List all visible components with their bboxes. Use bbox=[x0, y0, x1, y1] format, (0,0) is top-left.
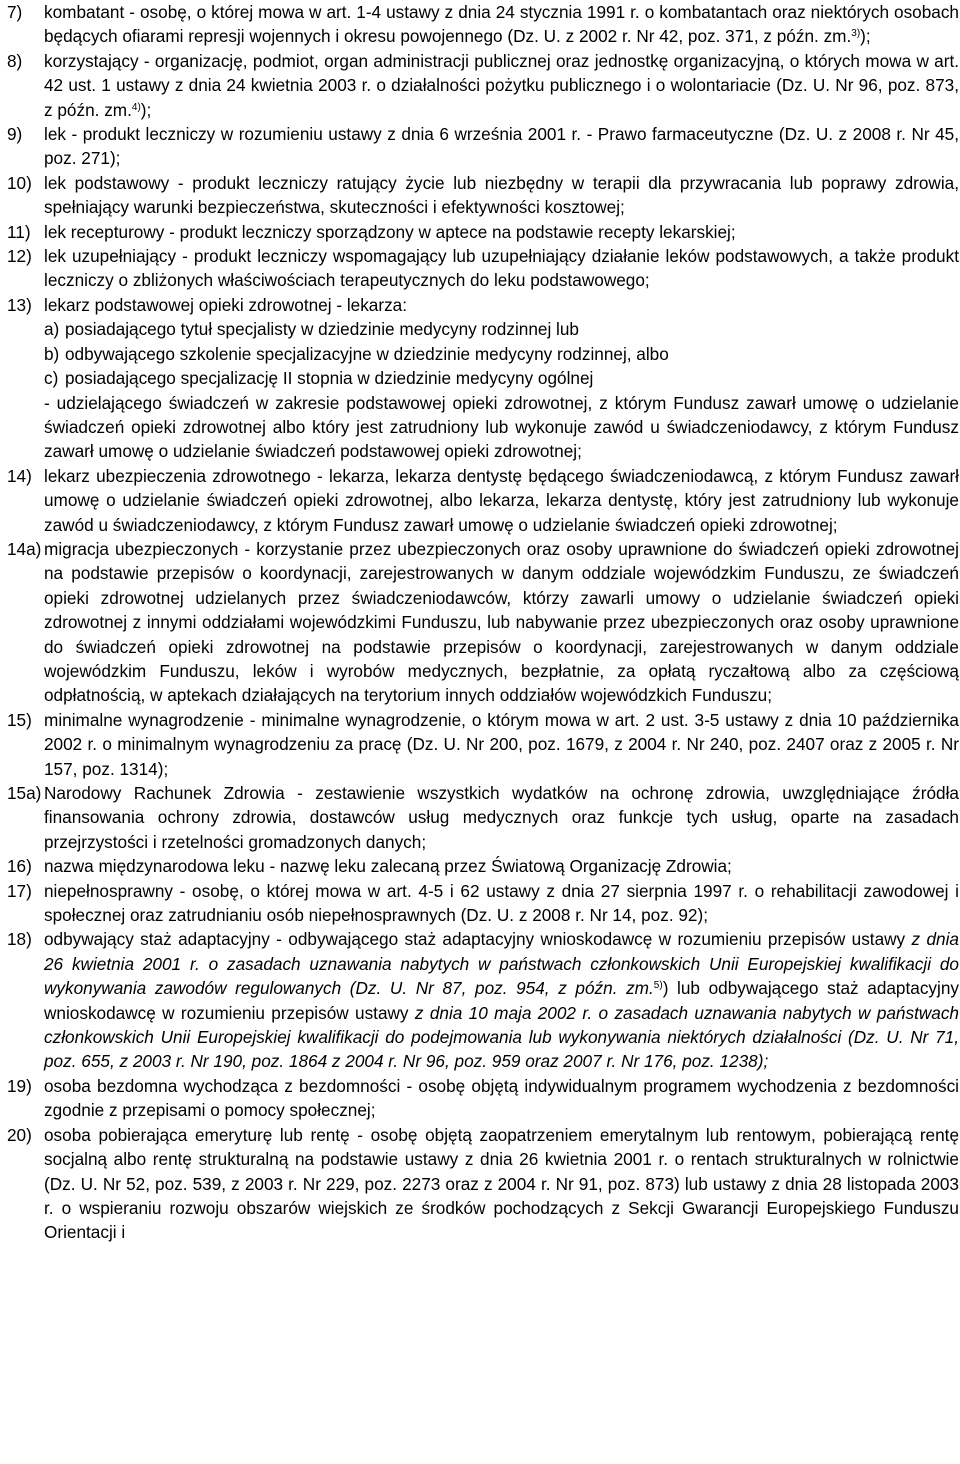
footnote-ref: 3) bbox=[851, 28, 861, 40]
footnote-ref: 5) bbox=[653, 980, 663, 992]
item-text bbox=[44, 854, 959, 878]
text-segment: osoba pobierająca emeryturę lub rentę - osobę objętą zaopatrzeniem emerytalnym lub rentowym, pobierającą rentę socjalną albo rentę strukturalną na podstawie ustawy z dnia 26 kwietnia 2001 r. o rentach strukturalnych w rolnictwie (Dz. U. Nr 52, poz. 539, z 2003 r. Nr 229, poz. 2273 oraz z 2004 r. Nr 91, poz. 873) lub ustawy z dnia 28 listopada 2003 r. o wspieraniu rozwoju obszarów wiejskich ze środków pochodzących z Sekcji Gwarancji Europejskiego Funduszu Orientacji i bbox=[44, 1124, 959, 1243]
item-intro: lekarz podstawowej opieki zdrowotnej - lekarza: bbox=[44, 294, 408, 315]
item-number: 14a) bbox=[7, 538, 42, 559]
sub-item bbox=[44, 317, 959, 341]
item-number: 8) bbox=[7, 50, 23, 71]
item-number: 20) bbox=[7, 1124, 32, 1145]
definition-item bbox=[7, 220, 959, 244]
sub-item bbox=[44, 366, 959, 390]
item-number: 11) bbox=[7, 221, 31, 242]
document-page bbox=[7, 0, 959, 1245]
item-text bbox=[44, 537, 959, 708]
text-segment: minimalne wynagrodzenie - minimalne wynagrodzenie, o którym mowa w art. 2 ust. 3-5 ustawy z dnia 10 października 2002 r. o minimalnym wynagrodzeniu za pracę (Dz. U. Nr 200, poz. 1679, z 2004 r. Nr 240, poz. 2407 oraz z 2005 r. Nr 157, poz. 1314); bbox=[44, 709, 959, 779]
definition-item bbox=[7, 537, 959, 708]
italic-citation: z dnia 10 maja 2002 r. o zasadach uznawania nabytych w państwach członkowskich Unii Europejskiej kwalifikacji do podejmowania lub wykonywania niektórych działalności (Dz. U. Nr 71, poz. 655, z 2003 r. Nr 190, poz. 1864 z 2004 r. Nr 96, poz. 959 oraz 2007 r. Nr 176, poz. 1238); bbox=[44, 1002, 959, 1072]
text-segment: ); bbox=[860, 26, 871, 47]
item-number: 17) bbox=[7, 880, 32, 901]
text-segment: ) lub odbywającego staż adaptacyjny wnioskodawcę w rozumieniu przepisów ustawy bbox=[44, 978, 959, 1023]
definition-item bbox=[7, 1074, 959, 1123]
definition-item bbox=[7, 854, 959, 878]
item-tail: - udzielającego świadczeń w zakresie podstawowej opieki zdrowotnej, z którym Fundusz zawarł umowę o udzielanie świadczeń opieki zdrowotnej albo który jest zatrudniony lub wykonuje zawód u świadczeniodawcy, z którym Fundusz zawarł umowę o udzielanie świadczeń podstawowej opieki zdrowotnej; bbox=[44, 392, 959, 462]
item-text bbox=[44, 464, 959, 537]
sub-item-text: posiadającego specjalizację II stopnia w dziedzinie medycyny ogólnej bbox=[65, 368, 594, 389]
text-segment: migracja ubezpieczonych - korzystanie przez ubezpieczonych oraz osoby uprawnione do świadczeń opieki zdrowotnej na podstawie przepisów o koordynacji, zarejestrowanych w danym oddziale wojewódzkim Funduszu, ze świadczeń opieki zdrowotnej udzielanych przez świadczeniodawców, którzy zawarli umowy o udzielanie świadczeń opieki zdrowotnej z innymi oddziałami wojewódzkimi Funduszu, lub nabywanie przez ubezpieczonych oraz osoby uprawnione do świadczeń opieki zdrowotnej na podstawie przepisów o koordynacji, zarejestrowanych w danym oddziale wojewódzkim Funduszu, leków i wyrobów medycznych, bezpłatnie, za opłatą ryczałtową albo za częściową odpłatnością, w aptekach działających na terytorium innych oddziałów wojewódzkich Funduszu; bbox=[44, 538, 959, 706]
text-segment: kombatant - osobę, o której mowa w art. 1-4 ustawy z dnia 24 stycznia 1991 r. o kombatantach oraz niektórych osobach będących ofiarami represji wojennych i okresu powojennego (Dz. U. z 2002 r. Nr 42, poz. 371, z późn. zm. bbox=[44, 2, 959, 47]
text-segment: ); bbox=[140, 99, 152, 120]
italic-citation: z dnia 26 kwietnia 2001 r. o zasadach uznawania nabytych w państwach członkowskich Unii Europejskiej kwalifikacji do wykonywania zawodów regulowanych (Dz. U. Nr 87, poz. 954, z późn. zm. bbox=[44, 929, 959, 999]
sub-item-letter: c) bbox=[44, 368, 59, 389]
item-text bbox=[44, 244, 959, 293]
item-number: 7) bbox=[7, 2, 23, 22]
text-segment: lek - produkt leczniczy w rozumieniu ustawy z dnia 6 września 2001 r. - Prawo farmaceutyczne (Dz. U. z 2008 r. Nr 45, poz. 271); bbox=[44, 124, 959, 169]
text-segment: lek uzupełniający - produkt leczniczy wspomagający lub uzupełniający działanie leków podstawowych, a także produkt leczniczy o zbliżonych właściwościach terapeutycznych do leku podstawowego; bbox=[44, 246, 959, 291]
item-text bbox=[44, 927, 959, 1073]
item-number: 19) bbox=[7, 1075, 32, 1096]
item-number: 15a) bbox=[7, 783, 42, 803]
item-text bbox=[44, 0, 959, 49]
text-segment: korzystający - organizację, podmiot, organ administracji publicznej oraz jednostkę organizacyjną, o których mowa w art. 42 ust. 1 ustawy z dnia 24 kwietnia 2003 r. o działalności pożytku publicznego i o wolontariacie (Dz. U. Nr 96, poz. 873, z późn. zm. bbox=[44, 50, 959, 120]
item-number: 16) bbox=[7, 856, 32, 877]
item-text bbox=[44, 171, 959, 220]
sub-item bbox=[44, 342, 959, 366]
definition-item bbox=[7, 0, 959, 49]
item-text bbox=[44, 122, 959, 171]
item-number: 15) bbox=[7, 709, 32, 730]
text-segment: lek recepturowy - produkt leczniczy sporządzony w aptece na podstawie recepty lekarskiej; bbox=[44, 221, 736, 242]
item-number: 18) bbox=[7, 929, 32, 950]
definition-item bbox=[7, 708, 959, 781]
definition-item bbox=[7, 464, 959, 537]
definition-item bbox=[7, 293, 959, 464]
text-segment: lek podstawowy - produkt leczniczy ratujący życie lub niezbędny w terapii dla przywracania lub poprawy zdrowia, spełniający warunki bezpieczeństwa, skuteczności i efektywności kosztowej; bbox=[44, 172, 959, 218]
item-number: 13) bbox=[7, 294, 32, 315]
footnote-ref: 4) bbox=[131, 101, 141, 113]
definition-item bbox=[7, 927, 959, 1073]
item-number: 10) bbox=[7, 172, 32, 193]
sub-item-letter: b) bbox=[44, 343, 60, 364]
item-text bbox=[44, 879, 959, 928]
item-text bbox=[44, 781, 959, 854]
definition-item bbox=[7, 244, 959, 293]
definition-item bbox=[7, 171, 959, 220]
definition-item bbox=[7, 49, 959, 122]
item-text bbox=[44, 220, 959, 244]
sub-item-letter: a) bbox=[44, 319, 60, 340]
definition-item bbox=[7, 1123, 959, 1245]
item-number: 12) bbox=[7, 246, 32, 267]
item-text bbox=[44, 1074, 959, 1123]
item-text bbox=[44, 1123, 959, 1245]
item-text bbox=[44, 708, 959, 781]
sub-item-text: posiadającego tytuł specjalisty w dziedzinie medycyny rodzinnej lub bbox=[65, 319, 579, 340]
text-segment: odbywający staż adaptacyjny - odbywającego staż adaptacyjny wnioskodawcę w rozumieniu przepisów ustawy bbox=[44, 929, 912, 950]
text-segment: Narodowy Rachunek Zdrowia - zestawienie wszystkich wydatków na ochronę zdrowia, uwzględniające źródła finansowania ochrony zdrowia, dostawców usług medycznych oraz funkcje tych usług, oparte na zasadach przejrzystości i rzetelności gromadzonych danych; bbox=[44, 783, 959, 852]
sub-item-text: odbywającego szkolenie specjalizacyjne w dziedzinie medycyny rodzinnej, albo bbox=[65, 343, 669, 364]
item-text bbox=[44, 293, 959, 464]
text-segment: nazwa międzynarodowa leku - nazwę leku zalecaną przez Światową Organizację Zdrowia; bbox=[44, 856, 732, 877]
item-text bbox=[44, 49, 959, 122]
definition-item bbox=[7, 879, 959, 928]
text-segment: niepełnosprawny - osobę, o której mowa w art. 4-5 i 62 ustawy z dnia 27 sierpnia 1997 r. o rehabilitacji zawodowej i społecznej oraz zatrudnianiu osób niepełnosprawnych (Dz. U. z 2008 r. Nr 14, poz. 92); bbox=[44, 880, 959, 926]
definition-item bbox=[7, 122, 959, 171]
text-segment: lekarz ubezpieczenia zdrowotnego - lekarza, lekarza dentystę będącego świadczeniodawcą, z którym Fundusz zawarł umowę o udzielanie świadczeń opieki zdrowotnej, albo lekarza, lekarza dentystę, który jest zatrudniony lub wykonuje zawód u świadczeniodawcy, z którym Fundusz zawarł umowę o udzielanie świadczeń opieki zdrowotnej; bbox=[44, 465, 959, 535]
definition-item bbox=[7, 781, 959, 854]
item-number: 9) bbox=[7, 124, 23, 145]
text-segment: osoba bezdomna wychodząca z bezdomności - osobę objętą indywidualnym programem wychodzenia z bezdomności zgodnie z przepisami o pomocy społecznej; bbox=[44, 1075, 959, 1121]
item-number: 14) bbox=[7, 465, 32, 486]
